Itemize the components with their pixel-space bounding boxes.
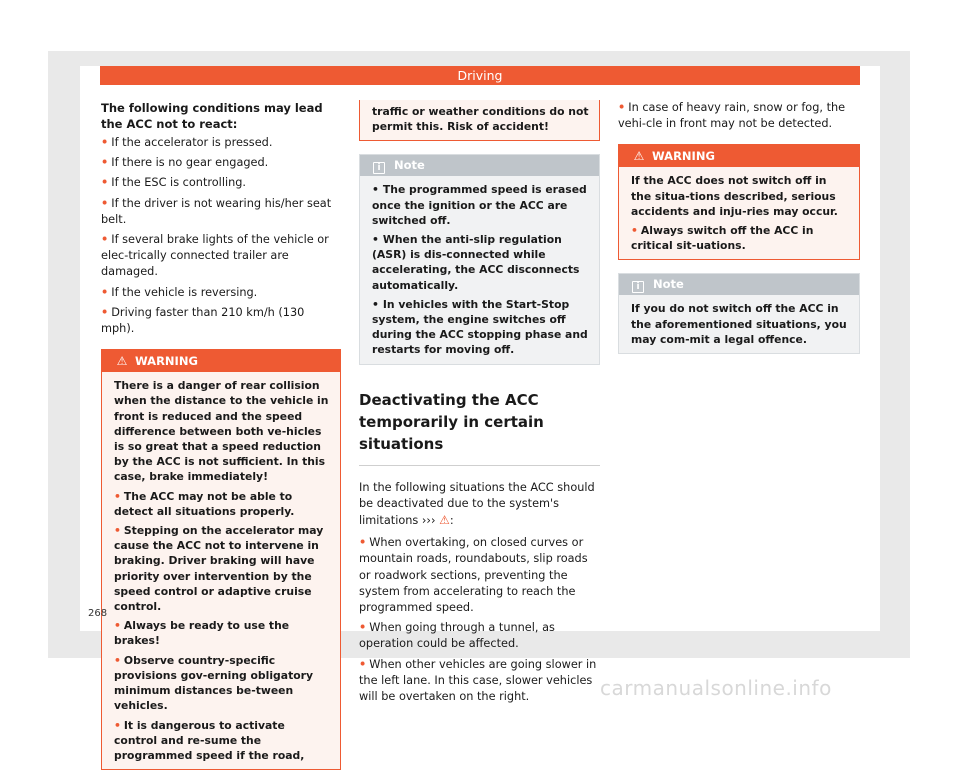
cross-reference[interactable]: ››› ⚠ xyxy=(421,513,450,528)
list-item: • In case of heavy rain, snow or fog, the vehi-cle in front may not be detected. xyxy=(618,101,846,131)
bullet-icon: • xyxy=(114,653,121,667)
section-intro: In the following situations the ACC should be deactivated due to the system's limitations ››› ⚠: xyxy=(359,480,595,528)
info-icon: i xyxy=(373,162,385,174)
warning-body xyxy=(102,372,340,769)
bullet-icon: • xyxy=(359,621,367,635)
list-item: • If the ESC is controlling. xyxy=(101,176,247,190)
list-item: • The programmed speed is erased once the ignition or the ACC are switched off. xyxy=(372,183,587,227)
bullet-icon: • xyxy=(101,305,109,319)
bullet-icon: • xyxy=(101,285,109,299)
bullet-icon: • xyxy=(101,233,109,247)
bullet-icon: • xyxy=(114,524,121,538)
note-box xyxy=(359,154,600,364)
list-item: • If the vehicle is reversing. xyxy=(101,285,258,299)
bullet-icon: • xyxy=(372,233,379,247)
bullet-icon: • xyxy=(631,224,638,238)
list-item: • If the accelerator is pressed. xyxy=(101,136,273,149)
conditions-list xyxy=(101,135,341,337)
column-2 xyxy=(359,100,600,709)
list-item: • Observe country-specific provisions gov-erning obligatory minimum distances be-tween vehicles. xyxy=(114,653,314,713)
bullet-icon: • xyxy=(101,176,109,190)
list-item: • When going through a tunnel, as operation could be affected. xyxy=(359,621,555,651)
warning-triangle-icon: ⚠ xyxy=(439,513,450,528)
warning-body xyxy=(360,100,599,140)
warning-paragraph: If the ACC does not switch off in the situa-tions described, serious accidents and inju-ries may occur. xyxy=(631,174,838,218)
list-item: • Stepping on the accelerator may cause the ACC not to intervene in braking. Driver braking will have priority over intervention by the speed control or adaptive cruise control. xyxy=(114,524,324,614)
note-header: i Note xyxy=(360,155,599,176)
warning-paragraph: traffic or weather conditions do not permit this. Risk of accident! xyxy=(372,105,589,134)
list-item: • It is dangerous to activate control and re-sume the programmed speed if the road, xyxy=(114,718,305,762)
watermark: carmanualsonline.info xyxy=(600,676,832,700)
bullet-icon: • xyxy=(101,136,109,149)
list-item: • If the driver is not wearing his/her seat belt. xyxy=(101,196,332,226)
warning-box xyxy=(101,349,341,770)
list-item: • When other vehicles are going slower in the left lane. In this case, slower vehicles will be overtaken on the right. xyxy=(359,657,597,704)
warning-triangle-icon: ⚠ xyxy=(633,149,645,164)
list-item: • In vehicles with the Start-Stop system, the engine switches off during the ACC stopping phase and restarts for moving off. xyxy=(372,297,588,357)
column-1 xyxy=(101,100,341,770)
warning-header: ⚠ WARNING xyxy=(102,350,340,372)
list-item: • If several brake lights of the vehicle or elec-trically connected trailer are damaged. xyxy=(101,233,329,279)
warning-triangle-icon: ⚠ xyxy=(116,354,128,369)
list-item: • If there is no gear engaged. xyxy=(101,156,269,170)
bullet-icon: • xyxy=(114,619,121,633)
note-body xyxy=(360,176,599,363)
warning-box xyxy=(618,144,860,260)
bullet-icon: • xyxy=(359,657,367,671)
bullet-icon: • xyxy=(372,297,379,311)
note-box xyxy=(618,273,860,354)
note-header: i Note xyxy=(619,274,859,295)
bullet-icon: • xyxy=(359,536,367,550)
bullet-icon: • xyxy=(618,101,626,114)
list-item: • Driving faster than 210 km/h (130 mph). xyxy=(101,305,305,336)
conditions-intro: The following conditions may lead the ACC not to react: xyxy=(101,101,323,131)
list-item: • The ACC may not be able to detect all situations properly. xyxy=(114,489,295,518)
warning-body xyxy=(619,167,859,259)
warning-box-continued xyxy=(359,100,600,141)
section-title: Deactivating the ACC temporarily in certain situations xyxy=(359,389,600,466)
warning-header: ⚠ WARNING xyxy=(619,145,859,167)
chapter-header: Driving xyxy=(100,66,860,85)
column-3 xyxy=(618,100,860,354)
list-item: • Always be ready to use the brakes! xyxy=(114,619,290,648)
list-item: • When overtaking, on closed curves or mountain roads, roundabouts, slip roads or roadwork sections, preventing the system from accelerating to reach the programmed speed. xyxy=(359,536,588,615)
list-item: • When the anti-slip regulation (ASR) is dis-connected while accelerating, the ACC disconnects automatically. xyxy=(372,233,580,292)
page-number: 268 xyxy=(88,608,108,619)
bullet-icon: • xyxy=(372,183,379,197)
warning-paragraph: There is a danger of rear collision when the distance to the vehicle in front is reduced and the speed difference between both ve-hicles is so great that a speed reduction by the ACC is not sufficient. In this case, brake immediately! xyxy=(114,379,329,484)
note-body xyxy=(619,295,859,353)
list-item: • Always switch off the ACC in critical sit-uations. xyxy=(631,224,814,253)
bullet-icon: • xyxy=(114,718,121,732)
note-paragraph: If you do not switch off the ACC in the aforementioned situations, you may com-mit a legal offence. xyxy=(631,302,847,346)
info-icon: i xyxy=(632,281,644,293)
bullet-icon: • xyxy=(114,489,121,503)
bullet-icon: • xyxy=(101,196,109,210)
bullet-icon: • xyxy=(101,156,109,170)
